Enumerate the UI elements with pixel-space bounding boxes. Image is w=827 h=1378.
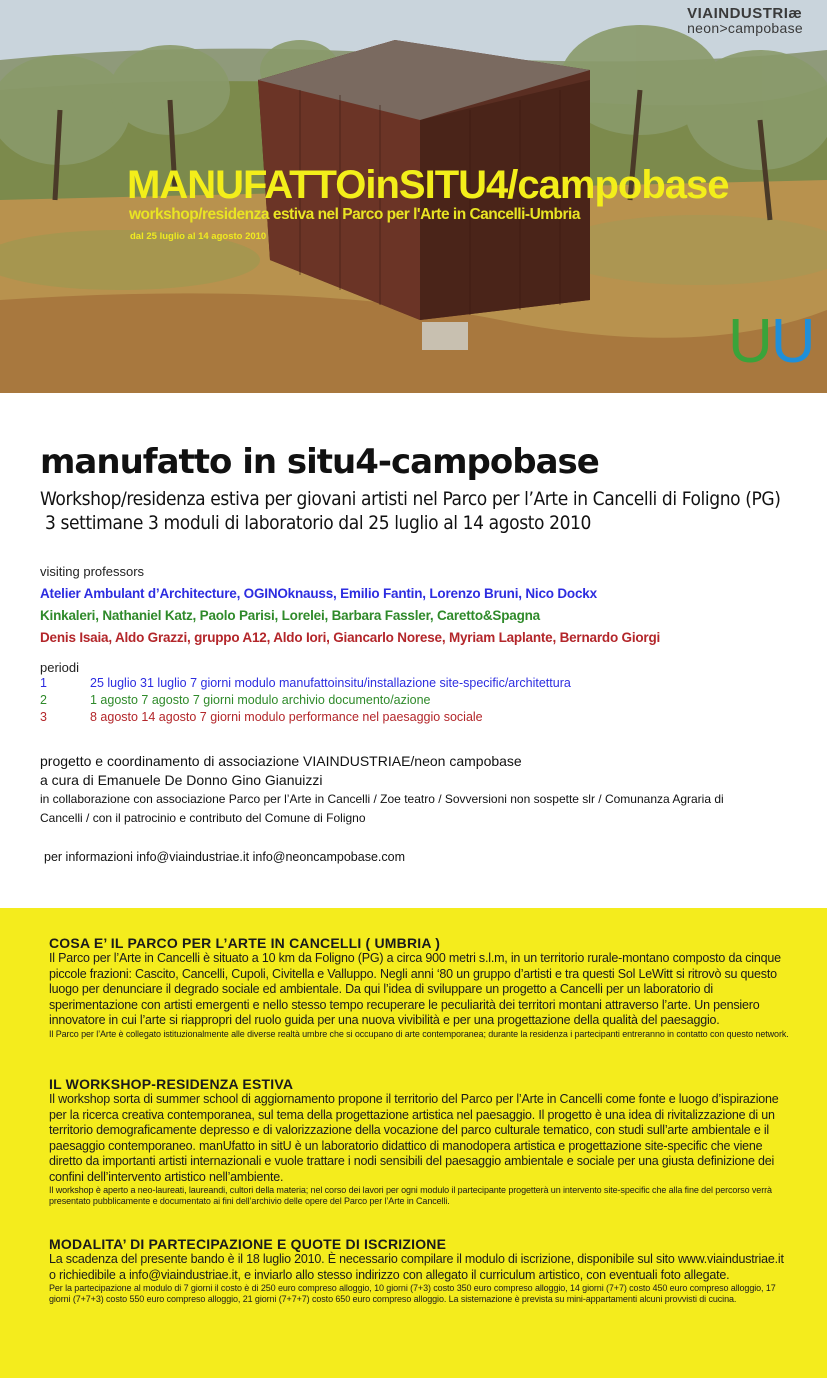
section-modalita xyxy=(49,1236,789,1305)
uu-logo-blue: U xyxy=(770,307,814,376)
period-number: 3 xyxy=(40,710,47,724)
brand-logo xyxy=(687,6,803,36)
section-body: Il workshop sorta di summer school di aggiornamento propone il territorio del Parco per l’Arte in Cancelli come fonte e luogo d’ispirazione per la ricerca creativa contemporanea, sul tema della progettazione artistica nel paesaggio. Il progetto è una idea di rivitalizzazione di un territorio demograficamente depresso e di valorizzazione della vocazione del parco culturale tematico, con studi sull’arte ambientale e il paesaggio contemporaneo. manUfatto in sitU è un laboratorio didattico di manodopera artistica e progettazione site-specific che viene diretto da importanti artisti internazionali e vuole trattare i nodi sensibili del paesaggio ambientale e sociale per una giusta definizione dei confini dell’intervento artistico nell’ambiente. xyxy=(49,1092,779,1184)
section-body: Il Parco per l’Arte in Cancelli è situato a 10 km da Foligno (PG) a circa 900 metri s.l.m, in un territorio rurale-montano composto da cinque piccole frazioni: Cascito, Cancelli, Cupoli, Civitella e Valluppo. Negli anni ‘80 un gruppo d’artisti e tra questi Sol LeWitt si ritrovò su questo luogo per denunciare il degrado sociale ed ambientale. Da qui l’idea di sviluppare un progetto a Cancelli per un laboratorio di sperimentazione con artisti emergenti e nello stesso tempo recuperare le peculiarità dei territori montani attraverso l’arte. Un pensiero innovatore in cui l’arte si riappropri del ruolo guida per una nuova vivibilità e per una progettazione della qualità del paesaggio. xyxy=(49,951,781,1027)
period-number: 1 xyxy=(40,676,47,690)
professors-line-1: Atelier Ambulant d’Architecture, OGINOknauss, Emilio Fantin, Lorenzo Bruni, Nico Dockx xyxy=(40,586,597,601)
subtitle-line-2: 3 settimane 3 moduli di laboratorio dal 25 luglio al 14 agosto 2010 xyxy=(40,512,592,534)
period-text: 8 agosto 14 agosto 7 giorni modulo performance nel paesaggio sociale xyxy=(90,710,483,724)
professors-line-3: Denis Isaia, Aldo Grazzi, gruppo A12, Aldo Iori, Giancarlo Norese, Myriam Laplante, Bernardo Giorgi xyxy=(40,630,661,645)
contact-info: per informazioni info@viaindustriae.it info@neoncampobase.com xyxy=(44,850,405,864)
periods-label: periodi xyxy=(40,660,80,675)
section-note: Per la partecipazione al modulo di 7 giorni il costo è di 250 euro compreso alloggio, 10 giorni (7+3) costo 350 euro compreso alloggio, 14 giorni (7+7) costo 450 euro compreso alloggio, 17 giorni (7+7+3) costo 550 euro compreso alloggio, 21 giorni (7+7+7) costo 650 euro compreso alloggio. La sistemazione è prevista su mini-appartamenti alcuni provvisti di cucina. xyxy=(49,1283,776,1304)
credits-collaboration-1: in collaborazione con associazione Parco per l’Arte in Cancelli / Zoe teatro / Sovversioni non sospette slr / Comunanza Agraria di xyxy=(40,792,724,806)
section-note: Il Parco per l’Arte è collegato istituzionalmente alle diverse realtà umbre che si occupano di arte contemporanea; durante la residenza i partecipanti entreranno in contatto con questo network. xyxy=(49,1028,789,1039)
section-heading: MODALITA’ DI PARTECIPAZIONE E QUOTE DI ISCRIZIONE xyxy=(49,1236,447,1252)
page-subtitle xyxy=(40,487,781,535)
section-parco xyxy=(49,935,789,1040)
professors-line-2: Kinkaleri, Nathaniel Katz, Paolo Parisi, Lorelei, Barbara Fassler, Caretto&Spagna xyxy=(40,608,540,623)
credits-curators: a cura di Emanuele De Donno Gino Gianuizzi xyxy=(40,772,323,788)
uu-logo xyxy=(728,306,814,377)
hero-photo xyxy=(0,0,827,393)
credits-collaboration-2: Cancelli / con il patrocinio e contributo del Comune di Foligno xyxy=(40,811,366,825)
period-item xyxy=(40,693,431,707)
credits-coordination: progetto e coordinamento di associazione VIAINDUSTRIAE/neon campobase xyxy=(40,753,522,769)
section-heading: COSA E’ IL PARCO PER L’ARTE IN CANCELLI ( UMBRIA ) xyxy=(49,935,441,951)
brand-name: VIAINDUSTRIæ xyxy=(687,5,803,22)
hero-dates: dal 25 luglio al 14 agosto 2010 xyxy=(130,231,267,242)
section-body: La scadenza del presente bando è il 18 luglio 2010. È necessario compilare il modulo di iscrizione, disponibile sul sito www.viaindustriae.it o richiedibile a info@viaindustriae.it, e inviarlo allo stesso indirizzo con allegato il curriculum artistico, con eventuali foto allegate. xyxy=(49,1252,784,1282)
section-workshop xyxy=(49,1076,789,1207)
uu-logo-green: U xyxy=(728,307,771,376)
period-item xyxy=(40,710,483,724)
period-number: 2 xyxy=(40,693,47,707)
credits-block xyxy=(40,752,724,828)
section-heading: IL WORKSHOP-RESIDENZA ESTIVA xyxy=(49,1076,294,1092)
subtitle-line-1: Workshop/residenza estiva per giovani artisti nel Parco per l’Arte in Cancelli di Foligno (PG) xyxy=(40,488,781,510)
page-title: manufatto in situ4-campobase xyxy=(40,442,599,482)
professors-label: visiting professors xyxy=(40,564,145,579)
period-text: 25 luglio 31 luglio 7 giorni modulo manufattoinsitu/installazione site-specific/architettura xyxy=(90,676,571,690)
section-note: Il workshop è aperto a neo-laureati, laureandi, cultori della materia; nel corso dei lavori per ogni modulo il partecipante progetterà un intervento site-specific che alla fine del percorso verrà presentato pubblicamente e documentato ai fini dell’archivio delle opere del Parco per l’Arte in Cancelli. xyxy=(49,1185,772,1206)
hero-title: MANUFATTOinSITU4/campobase xyxy=(127,163,729,207)
hero-subtitle: workshop/residenza estiva nel Parco per l'Arte in Cancelli-Umbria xyxy=(129,206,580,223)
brand-tagline: neon>campobase xyxy=(687,20,803,36)
period-item xyxy=(40,676,571,690)
period-text: 1 agosto 7 agosto 7 giorni modulo archivio documento/azione xyxy=(90,693,431,707)
